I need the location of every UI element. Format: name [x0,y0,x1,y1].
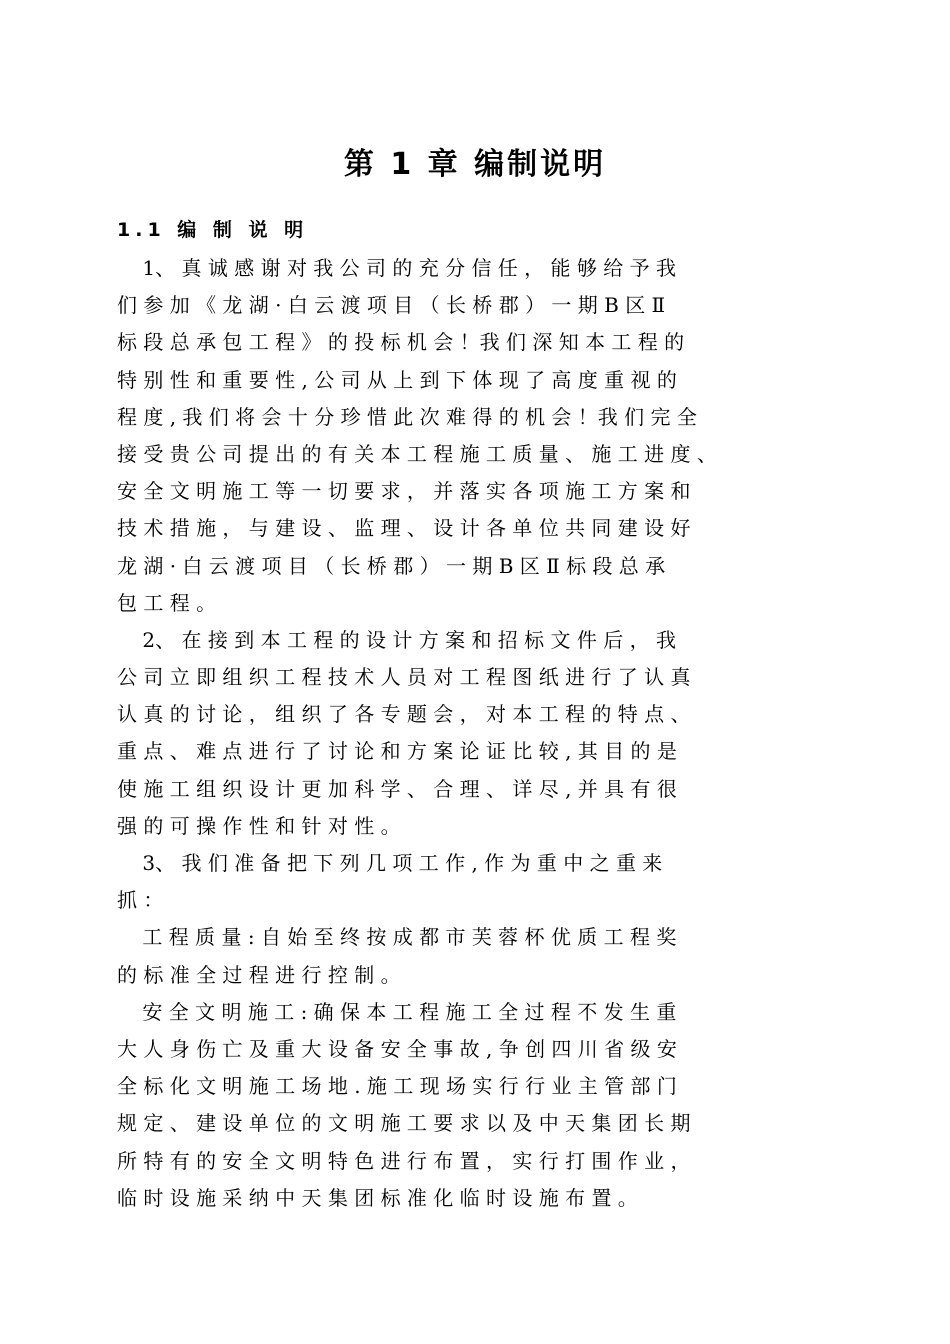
text-line: 大 人 身 伤 亡 及 重 大 设 备 安 全 事 故 , 争 创 四 川 省 级 安 [117,1036,677,1061]
text-line: 临 时 设 施 采 纳 中 天 集 团 标 准 化 临 时 设 施 布 置 。 [117,1185,638,1210]
text-line: 技 术 措 施 ， 与 建 设 、 监 理 、 设 计 各 单 位 共 同 建 设 好 [117,516,691,541]
text-line: 1、 真 诚 感 谢 对 我 公 司 的 充 分 信 任 ， 能 够 给 予 我 [117,256,676,280]
text-line: 所 特 有 的 安 全 文 明 特 色 进 行 布 置 ， 实 行 打 围 作 业 ， [117,1148,691,1173]
text-line: 公 司 立 即 组 织 工 程 技 术 人 员 对 工 程 图 纸 进 行 了 认 真 [117,665,691,690]
body-text [117,250,877,1217]
text-line: 标 段 总 承 包 工 程 》 的 投 标 机 会 ！我 们 深 知 本 工 程 的 [117,330,685,355]
text-line: 特 别 性 和 重 要 性 , 公 司 从 上 到 下 体 现 了 高 度 重 视 的 [117,367,677,392]
text-line: 规 定 、 建 设 单 位 的 文 明 施 工 要 求 以 及 中 天 集 团 长 期 [117,1111,691,1136]
text-line: 认 真 的 讨 论 ， 组 织 了 各 专 题 会 ， 对 本 工 程 的 特 点 、 [117,702,691,727]
text-line: 使 施 工 组 织 设 计 更 加 科 学 、 合 理 、 详 尽 , 并 具 有 很 [117,776,677,801]
text-line: 2、 在 接 到 本 工 程 的 设 计 方 案 和 招 标 文 件 后 ， 我 [117,627,676,652]
text-line: 全 标 化 文 明 施 工 场 地 . 施 工 现 场 实 行 行 业 主 管 部 门 [117,1074,677,1099]
text-line: 龙 湖 · 白 云 渡 项 目 （ 长 桥 郡 ） 一 期 B 区 Ⅱ 标 段 总 承 [117,553,666,578]
text-line: 的 标 准 全 过 程 进 行 控 制 。 [117,962,401,987]
text-line: 安 全 文 明 施 工 等 一 切 要 求 ， 并 落 实 各 项 施 工 方 案 和 [117,479,691,504]
text-line: 安 全 文 明 施 工 : 确 保 本 工 程 施 工 全 过 程 不 发 生 重 [117,999,677,1024]
text-line: 重 点 、 难 点 进 行 了 讨 论 和 方 案 论 证 比 较 , 其 目 的 是 [117,739,677,764]
text-line: 包 工 程 。 [117,590,217,615]
chapter-title: 第 1 章 编制说明 [343,147,607,182]
text-line: 3、 我 们 准 备 把 下 列 几 项 工 作 , 作 为 重 中 之 重 来 [117,851,663,875]
text-line: 们 参 加 《 龙 湖 · 白 云 渡 项 目 （ 长 桥 郡 ） 一 期 B 区 Ⅱ [117,293,666,318]
text-line: 抓 ： [117,888,164,913]
text-line: 程 度 , 我 们 将 会 十 分 珍 惜 此 次 难 得 的 机 会 ！我 们 完 全 [117,404,697,429]
text-line: 接 受 贵 公 司 提 出 的 有 关 本 工 程 施 工 质 量 、 施 工 进 度 、 [117,441,717,466]
text-line: 工 程 质 量 : 自 始 至 终 按 成 都 市 芙 蓉 杯 优 质 工 程 奖 [117,925,677,950]
text-line: 强 的 可 操 作 性 和 针 对 性 。 [117,813,401,838]
section-heading: 1.1 编 制 说 明 [117,219,309,241]
